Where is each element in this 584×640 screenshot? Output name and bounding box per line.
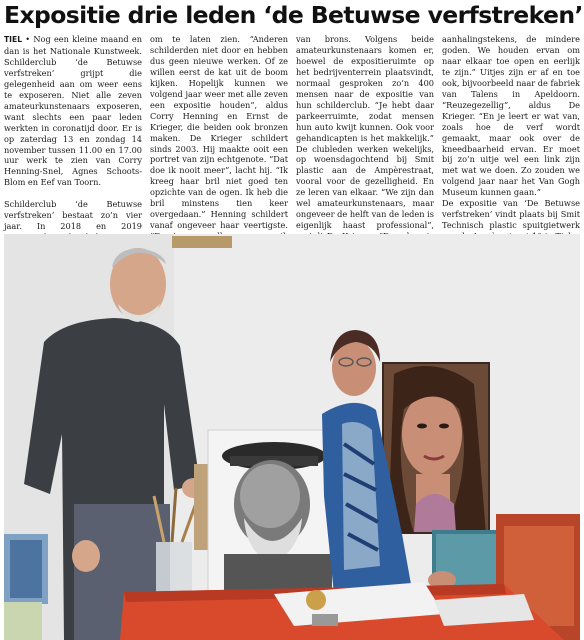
article-paragraph	[4, 34, 142, 188]
article-paragraph: aanhalingstekens, de mindere goden. We houden ervan om naar elkaar toe open en eerlijk te zijn.” Uitjes zijn er af en toe ook, bijvoorbeeld naar de fabriek van Talens in Apeldoorn. “Reuzegezellig”, aldus De Krieger. “En je leert er wat van, zoals hoe de verf wordt gemaakt, maar ook over de kneedbaarheid ervan. Er moet bij zo’n uitje wel een link zijn met wat we doen. Zo zouden we volgend jaar naar het Van Gogh Museum kunnen gaan.”	[442, 34, 580, 198]
article-paragraph: van brons. Volgens beide amateurkunstenaars komen er, hoewel de expositieruimte op het bedrijventerrein plaatsvindt, normaal gesproken zo’n 400 mensen naar de expositie van hun schilderclub. “Je hebt daar parkeerruimte, zodat mensen hun auto kwijt kunnen. Ook voor gehandicapten is het makkelijk.” De clubleden werken wekelijks, op woensdagochtend bij Smit plastic aan de Ampèrestraat, vooral voor de gezelligheid. En ze leren van elkaar. “We zijn dan wel amateurkunstenaars, maar ongeveer de helft van de leden is eigenlijk haast professional”,	[296, 34, 434, 231]
paragraph-text: • Nog een kleine maand en dan is het Nationale Kunstweek. Schilderclub ‘de Betuwse verfstreken’ grijpt die gelegenheid aan om weer eens te exposeren. Niet alle zeven amateurkunstenaars exposeren, want slechts een paar leden werkten in coronatijd door. Er is op zaterdag 13 en zondag 14 november tussen 11.00 en 17.00 uur werk te zien van Corry Henning-Snel, Agnes Schoots-Blom en Eef van Toorn.	[4, 34, 142, 188]
article-paragraph: Schilderclub ‘de Betuwse verfstreken’ bestaat zo’n vier jaar. In 2018 en 2019	[4, 199, 142, 232]
article-body	[4, 34, 580, 230]
dateline: TIEL	[4, 35, 23, 44]
article-paragraph: om te laten zien. “Anderen schilderden niet door en hebben dus geen nieuwe werken. Of ze willen eerst de kat uit de boom kijken. Hopelijk kunnen we volgend jaar weer met alle zeven een expositie houden”, aldus Corry Henning en Ernst de Krieger, die beiden ook bronzen maken. De Krieger schildert sinds 2003. Hij maakte ooit een portret van zijn echtgenote. “Dat doe ik nooit meer”, lacht hij. “Ik kreeg haar bril niet goed ten opzichte van de ogen. Ik heb die bril minstens tien keer overgedaan.” Henning schildert vanaf ongeveer haar veertigste.	[150, 34, 288, 231]
article-headline: Expositie drie leden ‘de Betuwse verfstreken’	[4, 1, 583, 29]
portrait-painting	[382, 362, 490, 534]
canvas-painting	[208, 430, 342, 594]
article-paragraph: De expositie van ‘De Betuwse verfstreken’ vindt plaats bij Smit Technisch plastic spuitgietwerk	[442, 198, 580, 231]
photo-illustration	[4, 234, 580, 640]
article-photo	[4, 234, 580, 640]
